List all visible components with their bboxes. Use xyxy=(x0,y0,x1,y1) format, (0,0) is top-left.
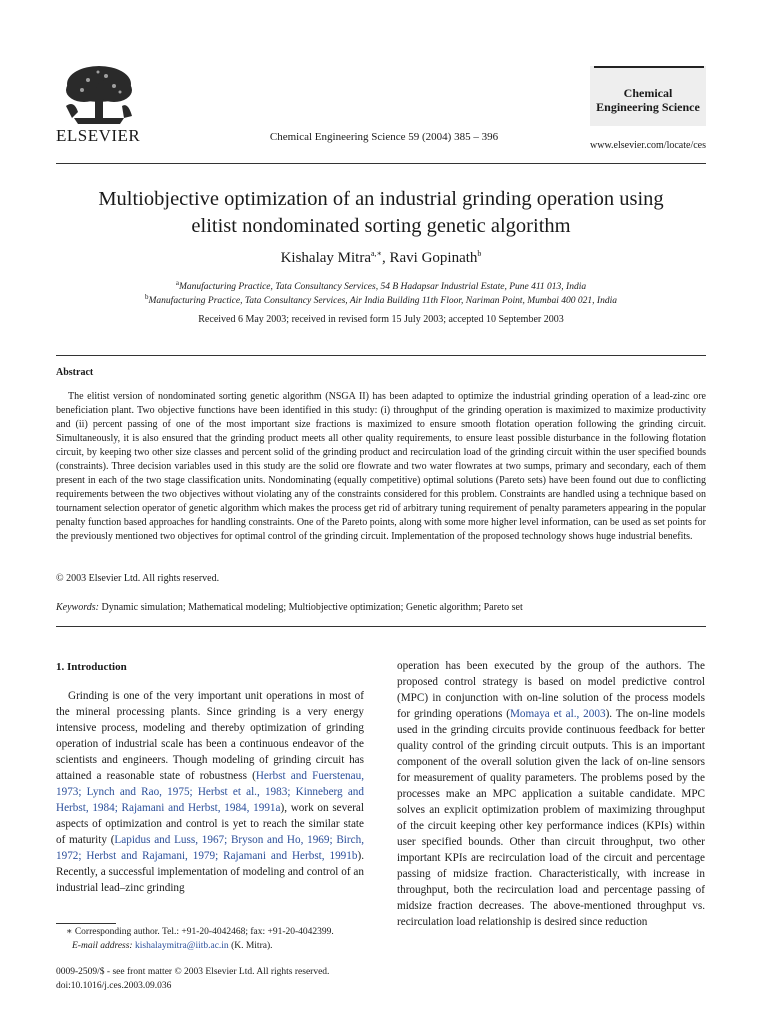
author-1[interactable]: Kishalay Mitra xyxy=(280,250,371,266)
abstract-divider-bottom xyxy=(56,626,706,627)
received-dates: Received 6 May 2003; received in revised form 15 July 2003; accepted 10 September 2003 xyxy=(198,314,564,325)
citation-link[interactable]: Lapidus and Luss, 1967; Bryson and Ho, 1969; Birch, 1972; Herbst and Rajamani, 1979; Rajamani and Herbst, 1991b xyxy=(56,834,364,862)
left-text-1: Grinding is one of the very important unit operations in most of the mineral processing plants. Since grinding is a very energy intensive process, modeling and thereby optimization of grinding operation of industrial scale has been a continuous endeavor of the scientists and engineers. Though modeling of grinding circuit has attained a reasonable state of robustness ( xyxy=(56,690,364,782)
affiliation-a-text: Manufacturing Practice, Tata Consultancy Services, 54 B Hadapsar Industrial Estate, Pune 411 013, India xyxy=(178,282,587,293)
publisher-name: ELSEVIER xyxy=(56,126,141,145)
abstract-copyright: © 2003 Elsevier Ltd. All rights reserved. xyxy=(56,573,220,584)
citation-link[interactable]: Herbst and Fuerstenau, 1973; Lynch and Rao, 1975; Herbst et al., 1983; Kinneberg and Herbst, 1984; Rajamani and Herbst, 1984, 1991a xyxy=(56,770,364,814)
right-text-1: operation has been executed by the group of the authors. The proposed control strategy is based on model predictive control (MPC) in conjunction with on-line solution of the process models for grinding operations ( xyxy=(397,660,705,720)
abstract-heading: Abstract xyxy=(56,367,94,378)
footnote-email xyxy=(72,941,272,951)
affiliation-a xyxy=(56,279,706,292)
left-text-2: ), work on several aspects of optimization and control is yet to reach the similar state of maturity ( xyxy=(56,802,364,846)
title-line-1: Multiobjective optimization of an industrial grinding operation using xyxy=(98,188,664,210)
affiliation-b-mark: b xyxy=(145,293,149,301)
affiliation-a-mark: a xyxy=(175,279,179,287)
right-text-2: ). The on-line models used in the grinding circuits provide continuous feedback for better quality control of the grinding circuit outputs. This is an important component of the overall solution given the lack of on-line sensors for measurement of quality parameters. The problems posed by the processes make an MPC application a suitable candidate. MPC solves an explicit optimization problem of maximizing throughput of the circuit keeping other key performance indices (KPIs) within user specified bounds. Other than circuit throughput, two other important KPIs are recirculation load of the circuit and percentage passing of midsize fraction. Characteristically, with increase in throughput, both the recirculation load and percentage passing of midsize fraction decreases. The above-mentioned throughput vs. recirculation load relationship is desired since reduction xyxy=(397,708,705,928)
footnote-divider xyxy=(56,923,116,924)
keywords-list: Dynamic simulation; Mathematical modeling; Multiobjective optimization; Genetic algorithm; Pareto set xyxy=(98,602,523,613)
author-1-marks: a,∗ xyxy=(371,249,382,258)
citation-link[interactable]: Momaya et al., 2003 xyxy=(509,708,606,720)
author-list xyxy=(56,249,706,267)
left-column-text xyxy=(56,688,364,896)
affiliation-b xyxy=(56,293,706,306)
footnote-corresponding-author: ∗ Corresponding author. Tel.: +91-20-4042468; fax: +91-20-4042399. xyxy=(66,927,334,937)
email-label: E-mail address: xyxy=(72,941,133,951)
abstract-text: The elitist version of nondominated sorting genetic algorithm (NSGA II) has been adapted to optimize the industrial grinding operation of a lead-zinc ore beneficiation plant. Two objective functions have been identified in this study: (i) throughput of the grinding operation is maximized to maximize productivity and (ii) percent passing of one of the most important size fractions is maximized to ensure smooth flotation operation following the grinding circuit. Simultaneously, it is also ensured that the grinding product meets all other quality requirements, to ensure least possible disturbance in the following flotation circuit, by keeping two other size classes and percent solid of the grinding product and recirculation load of the grinding circuit within the user specified bounds (constraints). Three decision variables used in this study are the solid ore flowrate and two water flowrates at two sumps, primary and secondary, each of them present in each of the two stage classification units. Nondominating (equally competitive) optimal solutions (Pareto sets) have been found out due to conflicting requirements between the two objectives without violating any of the constraints considered for this problem. Constraints are handled using a technique based on tournament selection operator of genetic algorithm which makes the process get rid of arbitrary tuning requirement of penalty parameters appearing in the popular penalty function based approaches for handling constraints. One of the Pareto points, along with some more higher level information, can be used as set points for the previously mentioned two objectives for optimal control of the grinding circuit. Implementation of the proposed technology shows huge industrial benefits. xyxy=(56,391,706,542)
title-line-2: elitist nondominated sorting genetic algorithm xyxy=(191,215,571,237)
issn-line: 0009-2509/$ - see front matter © 2003 Elsevier Ltd. All rights reserved. xyxy=(56,967,330,977)
journal-box-rule xyxy=(594,66,704,68)
left-text-3: ). Recently, a successful implementation of modeling and control of an industrial lead–zinc grinding xyxy=(56,850,364,894)
affiliation-b-text: Manufacturing Practice, Tata Consultancy Services, Air India Building 11th Floor, Nariman Point, Mumbai 400 021, India xyxy=(148,296,617,307)
journal-box-title xyxy=(590,86,706,114)
article-title xyxy=(56,186,706,240)
keywords-label: Keywords: xyxy=(56,602,99,613)
journal-box-line1: Chemical xyxy=(623,86,673,100)
keywords xyxy=(56,602,706,613)
abstract-divider-top xyxy=(56,355,706,356)
journal-box-line2: Engineering Science xyxy=(596,100,700,114)
doi-line[interactable]: doi:10.1016/j.ces.2003.09.036 xyxy=(56,981,172,991)
header-divider xyxy=(56,163,706,164)
author-separator: , xyxy=(382,250,390,266)
right-column-text xyxy=(397,658,705,930)
author-2-marks: b xyxy=(477,249,482,258)
section-heading: 1. Introduction xyxy=(56,661,127,673)
journal-reference: Chemical Engineering Science 59 (2004) 385 – 396 xyxy=(269,131,499,143)
journal-url-link[interactable]: www.elsevier.com/locate/ces xyxy=(590,140,706,151)
email-tail: (K. Mitra). xyxy=(228,941,273,951)
email-link[interactable]: kishalaymitra@iitb.ac.in xyxy=(134,941,229,951)
author-2[interactable]: Ravi Gopinath xyxy=(389,250,478,266)
elsevier-tree-logo-icon xyxy=(54,62,144,128)
